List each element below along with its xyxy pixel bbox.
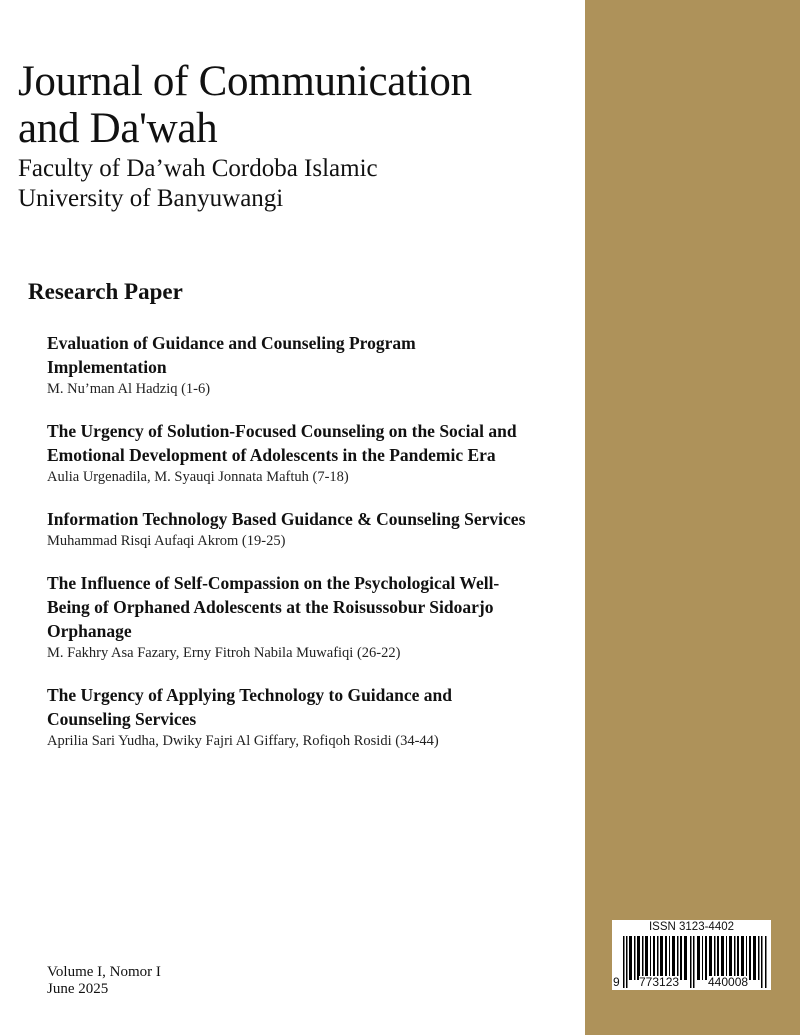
article-title: The Urgency of Solution-Focused Counseling on the Social and Emotional Development of Adolescents in the Pandemic Era — [47, 421, 517, 465]
article-authors: M. Fakhry Asa Fazary, Erny Fitroh Nabila Muwafiqi (26-22) — [47, 645, 401, 661]
journal-title-line2: and Da'wah — [18, 105, 218, 152]
article-title: Evaluation of Guidance and Counseling Program Implementation — [47, 333, 416, 377]
institution-subtitle — [18, 154, 472, 214]
article-authors: Aprilia Sari Yudha, Dwiky Fajri Al Giffary, Rofiqoh Rosidi (34-44) — [47, 733, 439, 749]
journal-title-line1: Journal of Communication — [18, 58, 472, 105]
barcode-group1: 773123 — [639, 975, 680, 989]
cover-sidebar-band — [585, 0, 800, 1035]
journal-title — [18, 58, 472, 152]
article-authors: Muhammad Risqi Aufaqi Akrom (19-25) — [47, 533, 286, 549]
subtitle-line2: University of Banyuwangi — [18, 185, 284, 212]
article-item — [47, 571, 527, 663]
article-authors: M. Nu’man Al Hadziq (1-6) — [47, 381, 211, 397]
issn-label: ISSN 3123-4402 — [648, 921, 735, 933]
section-title: Research Paper — [28, 279, 183, 304]
article-title: Information Technology Based Guidance & Counseling Services — [47, 509, 526, 529]
subtitle-line1: Faculty of Da’wah Cordoba Islamic — [18, 155, 378, 182]
article-authors: Aulia Urgenadila, M. Syauqi Jonnata Maftuh (7-18) — [47, 469, 349, 485]
article-item — [47, 683, 527, 751]
article-title: The Influence of Self-Compassion on the Psychological Well-Being of Orphaned Adolescents at the Roisussobur Sidoarjo Orphanage — [47, 573, 500, 641]
issue-info — [47, 964, 161, 998]
issn-barcode — [612, 920, 771, 990]
article-item — [47, 419, 527, 487]
article-item — [47, 331, 527, 399]
article-title: The Urgency of Applying Technology to Guidance and Counseling Services — [47, 685, 453, 729]
article-item — [47, 507, 527, 551]
barcode-group2: 440008 — [708, 975, 749, 989]
journal-header — [18, 58, 472, 214]
barcode-digit-left: 9 — [613, 975, 620, 989]
publication-date: June 2025 — [47, 981, 109, 997]
article-list — [47, 331, 527, 771]
volume-number: Volume I, Nomor I — [47, 964, 161, 980]
